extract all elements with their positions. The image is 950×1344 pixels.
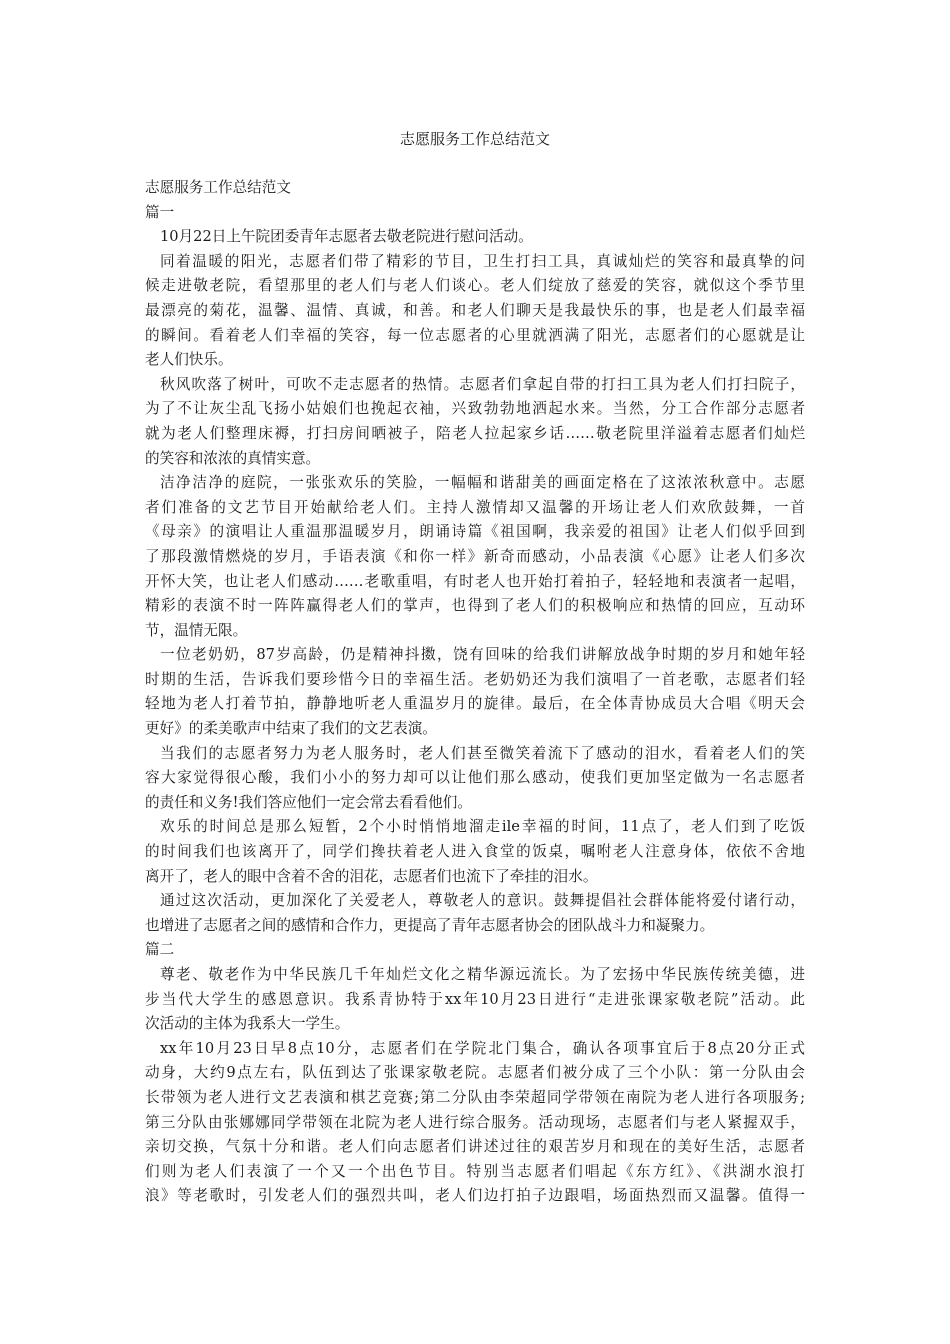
text-line: 洁净洁净的庭院，一张张欢乐的笑脸，一幅幅和谐甜美的画面定格在了这浓浓秋意中。志愿 [160, 474, 805, 492]
text-line: 亲切交换，气氛十分和谐。老人们向志愿者们讲述过往的艰苦岁月和现在的美好生活，志愿者 [145, 1138, 805, 1156]
text-line: 精彩的表演不时一阵阵赢得老人们的掌声，也得到了老人们的积极响应和热情的回应，互动环 [145, 597, 805, 615]
text-line: 通过这次活动，更加深化了关爱老人，尊敬老人的意识。鼓舞提倡社会群体能将爱付诸行动， [160, 892, 805, 910]
text-line: xx年10月23日早8点10分，志愿者们在学院北门集合，确认各项事宜后于8点20分正式 [160, 1039, 805, 1057]
text-line: 轻地为老人打着节拍，静静地听老人重温岁月的旋律。最后，在全体青协成员大合唱《明天会 [145, 695, 805, 713]
text-line: 同着温暖的阳光，志愿者们带了精彩的节目，卫生打扫工具，真诚灿烂的笑容和最真挚的问 [160, 252, 805, 270]
text-line: 篇一 [145, 203, 175, 221]
text-line: 志愿服务工作总结范文 [145, 179, 291, 196]
text-line: 欢乐的时间总是那么短暂，2个小时悄悄地溜走ile幸福的时间，11点了，老人们到了吃饭 [160, 818, 805, 836]
text-line: 长带领为老人进行文艺表演和棋艺竞赛;第二分队由李荣超同学带领在南院为老人进行各项服务; [145, 1088, 805, 1106]
text-line: 也增进了志愿者之间的感情和合作力，更提高了青年志愿者协会的团队战斗力和凝聚力。 [145, 916, 715, 934]
text-line: 第三分队由张娜娜同学带领在北院为老人进行综合服务。活动现场，志愿者们与老人紧握双手， [145, 1113, 805, 1131]
text-line: 尊老、敬老作为中华民族几千年灿烂文化之精华源远流长。为了宏扬中华民族传统美德，进 [160, 966, 805, 983]
text-line: 次活动的主体为我系大一学生。 [145, 1015, 350, 1033]
text-line: 《母亲》的演唱让人重温那温暖岁月，朗诵诗篇《祖国啊，我亲爱的祖国》让老人们似乎回到 [145, 523, 805, 541]
text-line: 步当代大学生的感恩意识。我系青协特于xx年10月23日进行“走进张课家敬老院”活动。此 [145, 990, 805, 1008]
text-line: 10月22日上午院团委青年志愿者去敬老院进行慰问活动。 [160, 228, 533, 246]
text-line: 为了不让灰尘乱飞扬小姑娘们也挽起衣袖，兴致勃勃地洒起水来。当然，分工合作部分志愿者 [145, 400, 805, 418]
text-line: 者们准备的文艺节目开始献给老人们。主持人激情却又温馨的开场让老人们欢欣鼓舞，一首 [145, 498, 805, 516]
document-title: 志愿服务工作总结范文 [399, 130, 550, 148]
text-line: 候走进敬老院，看望那里的老人们与老人们谈心。老人们绽放了慈爱的笑容，就似这个季节里 [145, 277, 805, 295]
text-line: 时期的生活，告诉我们要珍惜今日的幸福生活。老奶奶还为我们演唱了一首老歌，志愿者们轻 [145, 670, 805, 688]
text-line: 开怀大笑，也让老人们感动……老歌重唱，有时老人也开始打着拍子，轻轻地和表演者一起唱， [145, 572, 805, 590]
text-line: 离开了，老人的眼中含着不舍的泪花，志愿者们也流下了牵挂的泪水。 [145, 867, 598, 885]
text-line: 容大家觉得很心酸，我们小小的努力却可以让他们那么感动，使我们更加坚定做为一名志愿者 [145, 769, 805, 787]
text-line: 的瞬间。看着老人们幸福的笑容，每一位志愿者的心里就洒满了阳光，志愿者们的心愿就是让 [145, 326, 805, 344]
text-line: 当我们的志愿者努力为老人服务时，老人们甚至微笑着流下了感动的泪水，看着老人们的笑 [160, 744, 805, 762]
text-line: 一位老奶奶，87岁高龄，仍是精神抖擞，饶有回味的给我们讲解放战争时期的岁月和她年轻 [160, 646, 805, 664]
text-line: 节，温情无限。 [145, 621, 248, 639]
text-line: 的责任和义务!我们答应他们一定会常去看看他们。 [145, 793, 472, 811]
text-line: 秋风吹落了树叶，可吹不走志愿者的热情。志愿者们拿起自带的打扫工具为老人们打扫院子， [160, 375, 805, 393]
text-line: 浪》等老歌时，引发老人们的强烈共叫，老人们边打拍子边跟唱，场面热烈而又温馨。值得一 [145, 1187, 805, 1205]
text-line: 更好》的柔美歌声中结束了我们的文艺表演。 [145, 720, 437, 738]
text-line: 就为老人们整理床褥，打扫房间晒被子，陪老人拉起家乡话……敬老院里洋溢着志愿者们灿烂 [145, 424, 805, 442]
text-line: 最漂亮的菊花，温馨、温情、真诚，和善。和老人们聊天是我最快乐的事，也是老人们最幸福 [145, 301, 805, 319]
text-line: 们则为老人们表演了一个又一个出色节目。特别当志愿者们唱起《东方红》、《洪湖水浪打 [145, 1162, 805, 1180]
text-line: 老人们快乐。 [145, 351, 233, 369]
text-line: 动身，大约9点左右，队伍到达了张课家敬老院。志愿者们被分成了三个小队：第一分队由会 [145, 1064, 805, 1082]
text-line: 的时间我们也该离开了，同学们搀扶着老人进入食堂的饭桌，嘱咐老人注意身体，依依不舍地 [145, 843, 805, 861]
text-line: 了那段激情燃烧的岁月，手语表演《和你一样》新奇而感动，小品表演《心愿》让老人们多次 [145, 547, 805, 565]
document-body [145, 176, 805, 1209]
text-line: 的笑容和浓浓的真情实意。 [145, 449, 321, 467]
text-line: 篇二 [145, 941, 175, 959]
